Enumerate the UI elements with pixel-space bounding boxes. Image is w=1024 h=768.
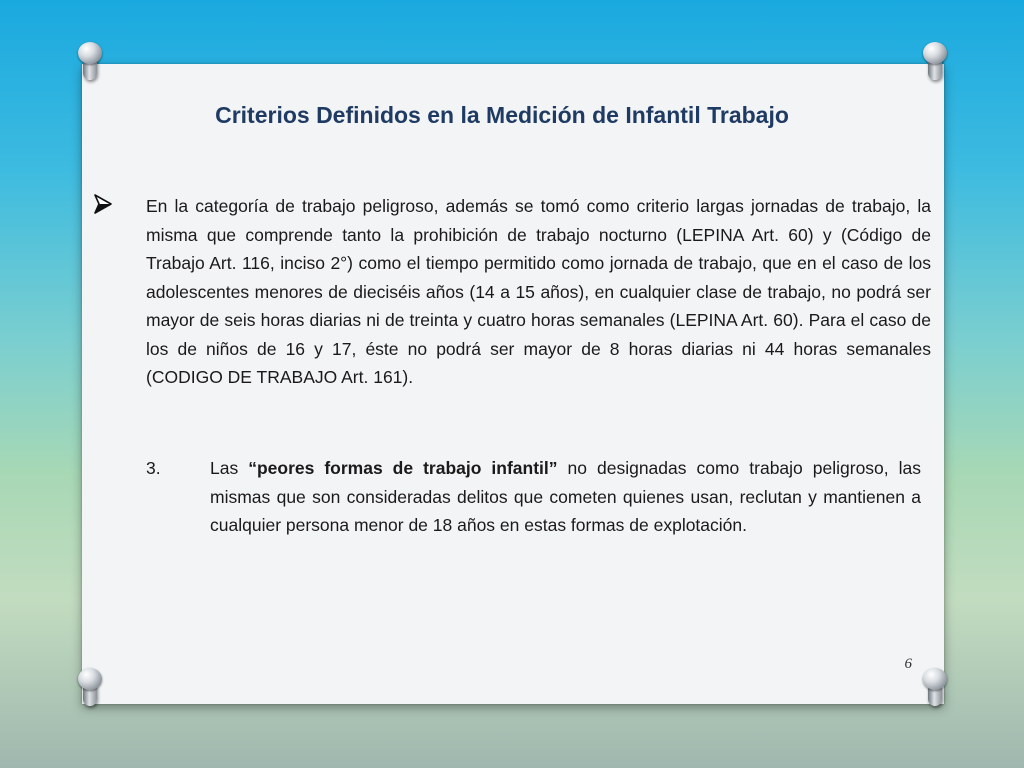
bullet-item [92,192,931,392]
slide-card [82,64,944,704]
page-number: 6 [904,656,912,672]
slide-title: Criterios Definidos en la Medición de Infantil Trabajo [215,102,789,128]
bullet-paragraph: En la categoría de trabajo peligroso, además se tomó como criterio largas jornadas de trabajo, la misma que comprende tanto la prohibición de trabajo nocturno (LEPINA Art. 60) y (Código de Trabajo Art. 116, inciso 2°) como el tiempo permitido como jornada de trabajo, que en el caso de los adolescentes menores de dieciséis años (14 a 15 años), en cualquier clase de trabajo, no podrá ser mayor de seis horas diarias ni de treinta y cuatro horas semanales (LEPINA Art. 60). Para el caso de los de niños de 16 y 17, éste no podrá ser mayor de 8 horas diarias ni 44 horas semanales (CODIGO DE TRABAJO Art. 161). [146,196,931,387]
numbered-item [146,454,921,540]
pushpin-icon [918,42,952,86]
item-emphasis: “peores formas de trabajo infantil” [248,458,558,478]
item-rest: no designadas como trabajo peligroso, las mismas que son consideradas delitos que cometen quienes usan, reclutan y mantienen a cualquier persona menor de 18 años en estas formas de explotación. [210,458,921,535]
arrow-bullet-icon [92,193,114,215]
pushpin-icon [73,668,107,712]
item-lead: Las [210,458,239,478]
pushpin-icon [73,42,107,86]
item-number: 3. [146,458,161,478]
pushpin-icon [918,668,952,712]
item-text [210,454,921,540]
